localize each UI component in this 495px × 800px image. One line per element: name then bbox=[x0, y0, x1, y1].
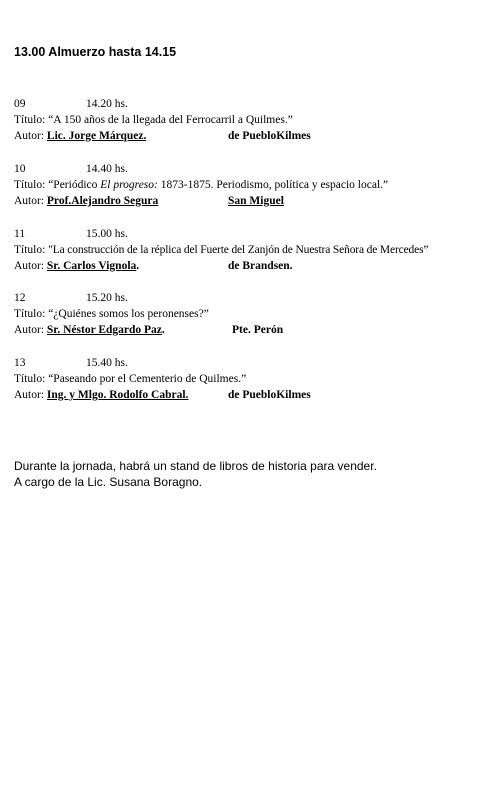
entry-number: 12 bbox=[14, 292, 26, 304]
title-label: Título: bbox=[14, 373, 49, 385]
footer-organizer-note: A cargo de la Lic. Susana Boragno. bbox=[14, 475, 203, 489]
entry-time-line bbox=[14, 226, 484, 242]
author-label: Autor: bbox=[14, 324, 47, 336]
title-label: Título: bbox=[14, 114, 49, 126]
author-label: Autor: bbox=[14, 260, 47, 272]
entry-title-line bbox=[14, 177, 484, 193]
entry-time-line bbox=[14, 161, 484, 177]
author-place: de Brandsen. bbox=[228, 260, 293, 272]
footer-stand-note: Durante la jornada, habrá un stand de libros de historia para vender. bbox=[14, 459, 377, 473]
entry-title-italic: El progreso: bbox=[100, 179, 158, 191]
title-label: Título: bbox=[14, 308, 49, 320]
entry-author-line bbox=[14, 387, 484, 403]
entry-author-line bbox=[14, 128, 484, 144]
entry-title-line bbox=[14, 371, 484, 387]
author-name: Ing. y Mlgo. Rodolfo Cabral. bbox=[46, 389, 189, 401]
entry-author-line bbox=[14, 193, 484, 209]
author-place: San Miguel bbox=[228, 195, 284, 207]
entry-time: 14.20 hs. bbox=[86, 98, 128, 110]
entry-number: 09 bbox=[14, 98, 26, 110]
entry-title-post: 1873-1875. Periodismo, política y espacio local.” bbox=[157, 179, 389, 191]
entry-author-line bbox=[14, 322, 484, 338]
schedule-entry-10 bbox=[14, 161, 484, 209]
entry-title-line bbox=[14, 242, 484, 258]
entry-author-line bbox=[14, 258, 484, 274]
author-suffix: . bbox=[161, 324, 165, 336]
entry-time-line bbox=[14, 96, 484, 112]
entry-number: 11 bbox=[14, 228, 26, 240]
entry-title: “A 150 años de la llegada del Ferrocarril a Quilmes.” bbox=[48, 114, 293, 126]
author-suffix: . bbox=[136, 260, 140, 272]
author-label: Autor: bbox=[14, 389, 47, 401]
entry-time: 15.00 hs. bbox=[86, 228, 128, 240]
lunch-break-heading: 13.00 Almuerzo hasta 14.15 bbox=[14, 45, 177, 59]
footer-note bbox=[14, 458, 377, 490]
entry-time: 15.20 hs. bbox=[86, 292, 128, 304]
entry-title: “¿Quiénes somos los peronenses?” bbox=[48, 308, 209, 320]
entry-number: 13 bbox=[14, 357, 26, 369]
entry-title-line bbox=[14, 112, 484, 128]
author-place: de PuebloKilmes bbox=[228, 389, 311, 401]
author-name: Prof.Alejandro Segura bbox=[46, 195, 159, 207]
entry-time: 14.40 hs. bbox=[86, 163, 128, 175]
title-label: Título: bbox=[14, 179, 49, 191]
entry-title: “Paseando por el Cementerio de Quilmes.” bbox=[48, 373, 247, 385]
entry-time-line bbox=[14, 290, 484, 306]
title-label: Título: bbox=[14, 244, 49, 256]
schedule-entry-12 bbox=[14, 290, 484, 338]
entry-title-line bbox=[14, 306, 484, 322]
entry-time-line bbox=[14, 355, 484, 371]
entry-title-pre: “Periódico bbox=[48, 179, 101, 191]
author-label: Autor: bbox=[14, 195, 47, 207]
author-name: Sr. Néstor Edgardo Paz bbox=[46, 324, 162, 336]
schedule-entry-11 bbox=[14, 226, 484, 274]
entry-time: 15.40 hs. bbox=[86, 357, 128, 369]
author-name: Lic. Jorge Márquez. bbox=[46, 130, 147, 142]
author-place: de PuebloKilmes bbox=[228, 130, 311, 142]
author-place: Pte. Perón bbox=[232, 324, 284, 336]
author-label: Autor: bbox=[14, 130, 47, 142]
schedule-entry-13 bbox=[14, 355, 484, 403]
schedule-entry-09 bbox=[14, 96, 484, 144]
entry-title: "La construcción de la réplica del Fuerte del Zanjón de Nuestra Señora de Mercedes” bbox=[48, 244, 429, 256]
author-name: Sr. Carlos Vignola bbox=[46, 260, 137, 272]
entry-number: 10 bbox=[14, 163, 26, 175]
